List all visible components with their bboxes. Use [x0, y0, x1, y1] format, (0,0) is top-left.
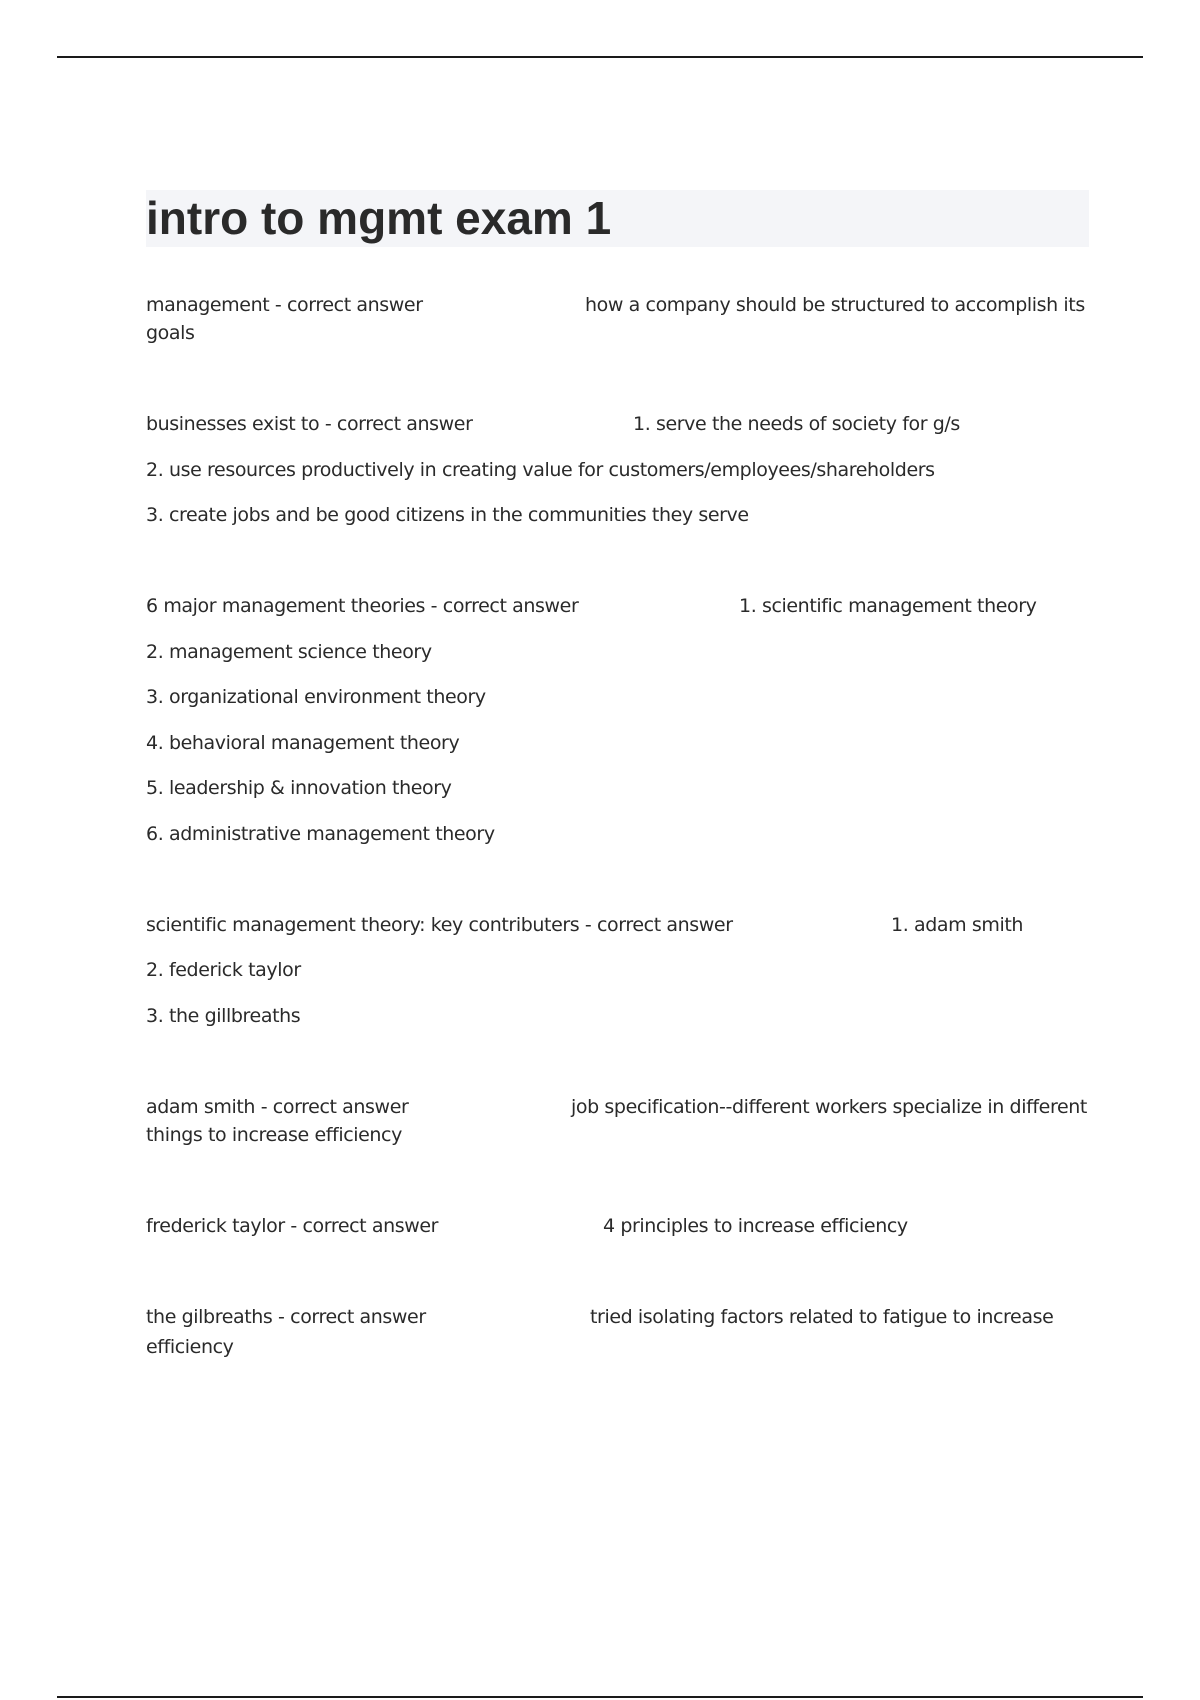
card-answer: 1. adam smith [891, 914, 1024, 936]
top-rule [57, 56, 1143, 58]
card-answer-line: 2. management science theory [146, 641, 432, 663]
card-term: scientific management theory: key contributers - correct answer [146, 914, 733, 936]
card-answer-line: 2. use resources productively in creating value for customers/employees/shareholders [146, 459, 935, 481]
card-answer-line: 3. create jobs and be good citizens in the communities they serve [146, 504, 749, 526]
card-answer: how a company should be structured to accomplish its [585, 294, 1085, 316]
card-answer-wrap: things to increase efficiency [146, 1124, 402, 1146]
card-term: 6 major management theories - correct answer [146, 595, 579, 617]
card-term: management - correct answer [146, 294, 423, 316]
card-term: the gilbreaths - correct answer [146, 1306, 426, 1328]
card-answer: 1. scientific management theory [739, 595, 1037, 617]
card-answer-line: 6. administrative management theory [146, 823, 495, 845]
card-answer-wrap: goals [146, 322, 195, 344]
card-answer: tried isolating factors related to fatigue to increase [590, 1306, 1054, 1328]
bottom-rule [57, 1696, 1143, 1698]
card-answer: 4 principles to increase efficiency [603, 1215, 908, 1237]
card-answer-line: 5. leadership & innovation theory [146, 777, 452, 799]
page-title: intro to mgmt exam 1 [146, 192, 612, 244]
card-answer-line: 3. organizational environment theory [146, 686, 486, 708]
card-answer-wrap: efficiency [146, 1336, 234, 1358]
card-term: frederick taylor - correct answer [146, 1215, 439, 1237]
card-answer-line: 4. behavioral management theory [146, 732, 460, 754]
card-term: adam smith - correct answer [146, 1096, 409, 1118]
card-term: businesses exist to - correct answer [146, 413, 473, 435]
card-answer-line: 2. federick taylor [146, 959, 301, 981]
card-answer: job specification--different workers specialize in different [571, 1096, 1087, 1118]
card-answer: 1. serve the needs of society for g/s [633, 413, 960, 435]
card-answer-line: 3. the gillbreaths [146, 1005, 301, 1027]
